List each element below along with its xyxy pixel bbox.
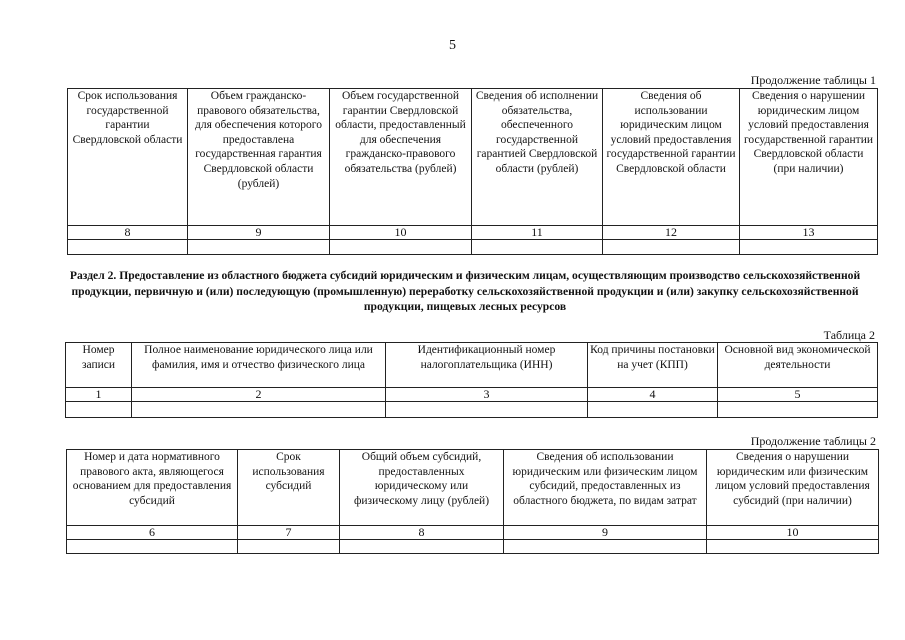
table2-cont-empty-row	[67, 540, 879, 554]
table1-header-cell: Объем государственной гарантии Свердловской области, предоставленный для обеспечения гражданско-правового обязательства (рублей)	[330, 89, 472, 226]
table1-empty-row	[68, 240, 878, 255]
table1-header-cell: Сведения об использовании юридическим лицом условий предоставления государственной гарантии Свердловской области	[603, 89, 740, 226]
table1-header-cell: Объем гражданско-правового обязательства, для обеспечения которого предоставлена государственная гарантия Свердловской области (рублей)	[188, 89, 330, 226]
table2-index-cell: 2	[132, 388, 386, 402]
table1-header-row	[68, 89, 878, 226]
table1-index-cell: 8	[68, 226, 188, 240]
table2-cont-empty-cell	[707, 540, 879, 554]
table1-caption: Продолжение таблицы 1	[750, 73, 876, 87]
table1-header-cell: Сведения об исполнении обязательства, обеспеченного государственной гарантией Свердловской области (рублей)	[472, 89, 603, 226]
table1-header-cell: Срок использования государственной гарантии Свердловской области	[68, 89, 188, 226]
table2-cont-index-cell: 6	[67, 526, 238, 540]
table2-cont-index-cell: 10	[707, 526, 879, 540]
table2-cont-empty-cell	[504, 540, 707, 554]
table2-index-cell: 4	[588, 388, 718, 402]
section-2-heading: Раздел 2. Предоставление из областного бюджета субсидий юридическим и физическим лицам, осуществляющим производство сельскохозяйственной продукции, первичную и (или) последующую (промышленную) переработку сельскохозяйственной продукции и (или) закупку сельскохозяйственной продукции, пищевых лесных ресурсов	[69, 269, 861, 313]
table2-cont-header-cell: Срок использования субсидий	[238, 450, 340, 526]
table1-index-cell: 13	[740, 226, 878, 240]
table2-header-row	[66, 343, 878, 388]
table2-cont-empty-cell	[238, 540, 340, 554]
table2-header-cell: Основной вид экономической деятельности	[718, 343, 878, 388]
table2-cont-index-cell: 7	[238, 526, 340, 540]
table2-header-cell: Номер записи	[66, 343, 132, 388]
table2-cont-header-cell: Общий объем субсидий, предоставленных юридическому или физическому лицу (рублей)	[340, 450, 504, 526]
table2	[65, 342, 878, 418]
table2-index-row	[66, 388, 878, 402]
table1-index-cell: 10	[330, 226, 472, 240]
table2-cont-index-row	[67, 526, 879, 540]
table1-empty-cell	[330, 240, 472, 255]
table1-empty-cell	[603, 240, 740, 255]
table2-empty-cell	[132, 402, 386, 418]
table1-header-cell: Сведения о нарушении юридическим лицом условий предоставления государственной гарантии Свердловской области (при наличии)	[740, 89, 878, 226]
table1-index-cell: 9	[188, 226, 330, 240]
table2-continuation	[66, 449, 879, 554]
table2-cont-header-cell: Номер и дата нормативного правового акта, являющегося основанием для предоставления субсидий	[67, 450, 238, 526]
table1-empty-cell	[188, 240, 330, 255]
table2-header-cell: Идентификационный номер налогоплательщика (ИНН)	[386, 343, 588, 388]
table2-index-cell: 5	[718, 388, 878, 402]
table1-index-cell: 11	[472, 226, 603, 240]
table2-empty-row	[66, 402, 878, 418]
table2-cont-empty-cell	[67, 540, 238, 554]
table1-index-row	[68, 226, 878, 240]
table2-empty-cell	[66, 402, 132, 418]
table2-cont-index-cell: 9	[504, 526, 707, 540]
table2-cont-header-cell: Сведения о нарушении юридическим или физическим лицом условий предоставления субсидий (при наличии)	[707, 450, 879, 526]
table1-continuation	[67, 88, 878, 255]
table2-cont-header-row	[67, 450, 879, 526]
table2-cont-index-cell: 8	[340, 526, 504, 540]
table1-empty-cell	[472, 240, 603, 255]
table2-cont-empty-cell	[340, 540, 504, 554]
table2-empty-cell	[588, 402, 718, 418]
table2-index-cell: 3	[386, 388, 588, 402]
table1-empty-cell	[740, 240, 878, 255]
table1-empty-cell	[68, 240, 188, 255]
table2-index-cell: 1	[66, 388, 132, 402]
table2-cont-header-cell: Сведения об использовании юридическим или физическим лицом субсидий, предоставленных из областного бюджета, по видам затрат	[504, 450, 707, 526]
table2-caption: Таблица 2	[823, 328, 875, 342]
table2-header-cell: Полное наименование юридического лица или фамилия, имя и отчество физического лица	[132, 343, 386, 388]
page-number: 5	[449, 38, 456, 53]
table2-empty-cell	[718, 402, 878, 418]
table2-header-cell: Код причины постановки на учет (КПП)	[588, 343, 718, 388]
table2-cont-caption: Продолжение таблицы 2	[750, 434, 876, 448]
table1-index-cell: 12	[603, 226, 740, 240]
table2-empty-cell	[386, 402, 588, 418]
